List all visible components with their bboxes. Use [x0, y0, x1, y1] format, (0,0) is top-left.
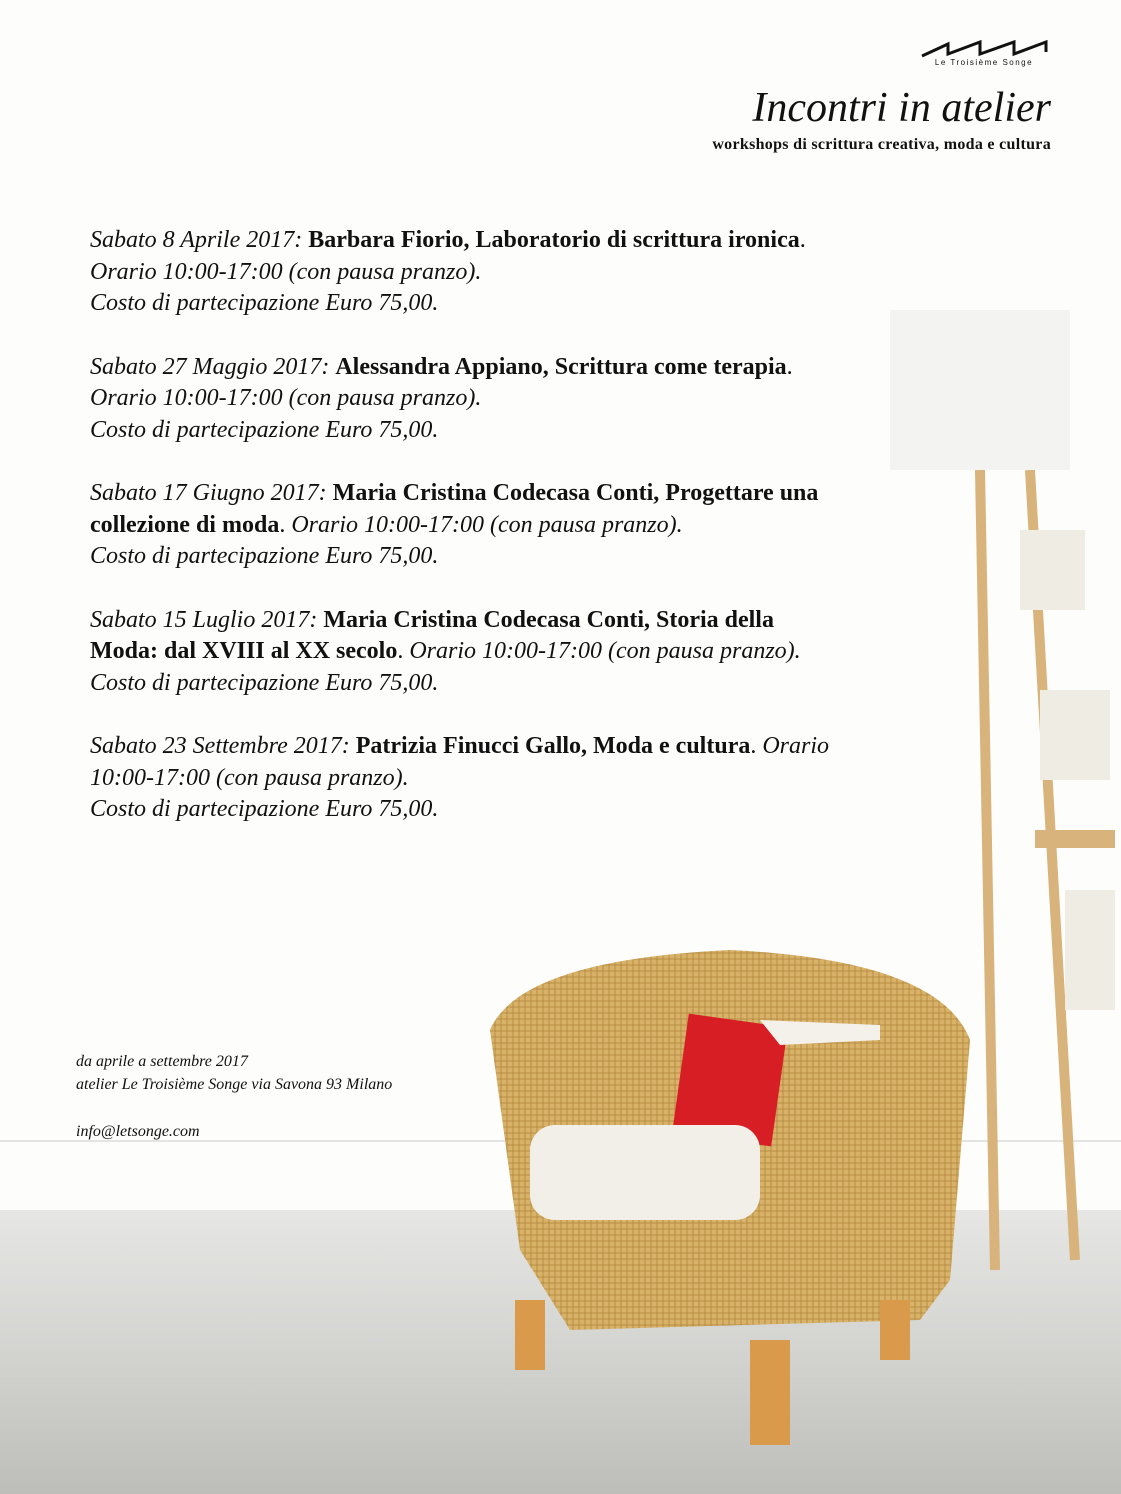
event-time: Orario 10:00-17:00 (con pausa pranzo). [409, 638, 801, 664]
event-title: Alessandra Appiano, Scrittura come terapia [335, 353, 787, 380]
page-title: Incontri in atelier [752, 85, 1051, 131]
event-cost: Costo di partecipazione Euro 75,00. [90, 416, 439, 443]
event-title: Maria Cristina Codecasa Conti, Progettare una collezione di moda [90, 480, 819, 538]
footer-email-link[interactable]: info@letsonge.com [76, 1123, 200, 1140]
event-list [90, 225, 830, 858]
event-date: Sabato 27 Maggio 2017: [90, 353, 330, 380]
logo [918, 38, 1050, 67]
event-title: Barbara Fiorio, Laboratorio di scrittura ironica [308, 227, 800, 253]
event-cost: Costo di partecipazione Euro 75,00. [90, 543, 439, 569]
event-time: Orario 10:00-17:00 (con pausa pranzo). [90, 258, 482, 285]
event-date: Sabato 8 Aprile 2017: [90, 227, 303, 253]
footer-info [76, 1050, 392, 1143]
page-subtitle: workshops di scrittura creativa, moda e cultura [712, 136, 1051, 153]
event-item: Sabato 15 Luglio 2017: Maria Cristina Codecasa Conti, Storia della Moda: dal XVIII al XX secolo. Orario 10:00-17:00 (con pausa pranzo). Costo di partecipazione Euro 75,00. [90, 606, 801, 696]
event-time: Orario 10:00-17:00 (con pausa pranzo). [90, 733, 830, 791]
event-title: Maria Cristina Codecasa Conti, Storia della Moda: dal XVIII al XX secolo [90, 606, 774, 664]
event-cost: Costo di partecipazione Euro 75,00. [90, 290, 439, 316]
event-cost: Costo di partecipazione Euro 75,00. [90, 669, 439, 696]
logo-text: Le Troisième Songe [934, 58, 1034, 67]
event-time: Orario 10:00-17:00 (con pausa pranzo). [291, 511, 683, 538]
event-date: Sabato 15 Luglio 2017: [90, 606, 318, 633]
footer-address: atelier Le Troisième Songe via Savona 93 Milano [76, 1076, 393, 1093]
wicker-armchair-image [480, 950, 980, 1450]
event-item: Sabato 8 Aprile 2017: Barbara Fiorio, Laboratorio di scrittura ironica. Orario 10:00-17:00 (con pausa pranzo). Costo di partecipazione Euro 75,00. [90, 227, 806, 316]
wooden-ladder [975, 470, 1115, 1270]
event-item: Sabato 23 Settembre 2017: Patrizia Finucci Gallo, Moda e cultura. Orario 10:00-17:00 (con pausa pranzo). Costo di partecipazione Euro 75,00. [90, 733, 830, 822]
event-date: Sabato 17 Giugno 2017: [90, 480, 327, 506]
footer-period: da aprile a settembre 2017 [76, 1053, 248, 1070]
wall-artwork [890, 310, 1070, 470]
event-time: Orario 10:00-17:00 (con pausa pranzo). [90, 385, 482, 411]
logo-wave-icon [918, 38, 1050, 58]
event-cost: Costo di partecipazione Euro 75,00. [90, 796, 439, 822]
event-item: Sabato 17 Giugno 2017: Maria Cristina Codecasa Conti, Progettare una collezione di moda. Orario 10:00-17:00 (con pausa pranzo). Costo di partecipazione Euro 75,00. [90, 480, 819, 569]
event-title: Patrizia Finucci Gallo, Moda e cultura [355, 733, 751, 759]
event-date: Sabato 23 Settembre 2017: [90, 733, 350, 759]
event-item: Sabato 27 Maggio 2017: Alessandra Appiano, Scrittura come terapia. Orario 10:00-17:00 (con pausa pranzo). Costo di partecipazione Euro 75,00. [90, 353, 793, 443]
